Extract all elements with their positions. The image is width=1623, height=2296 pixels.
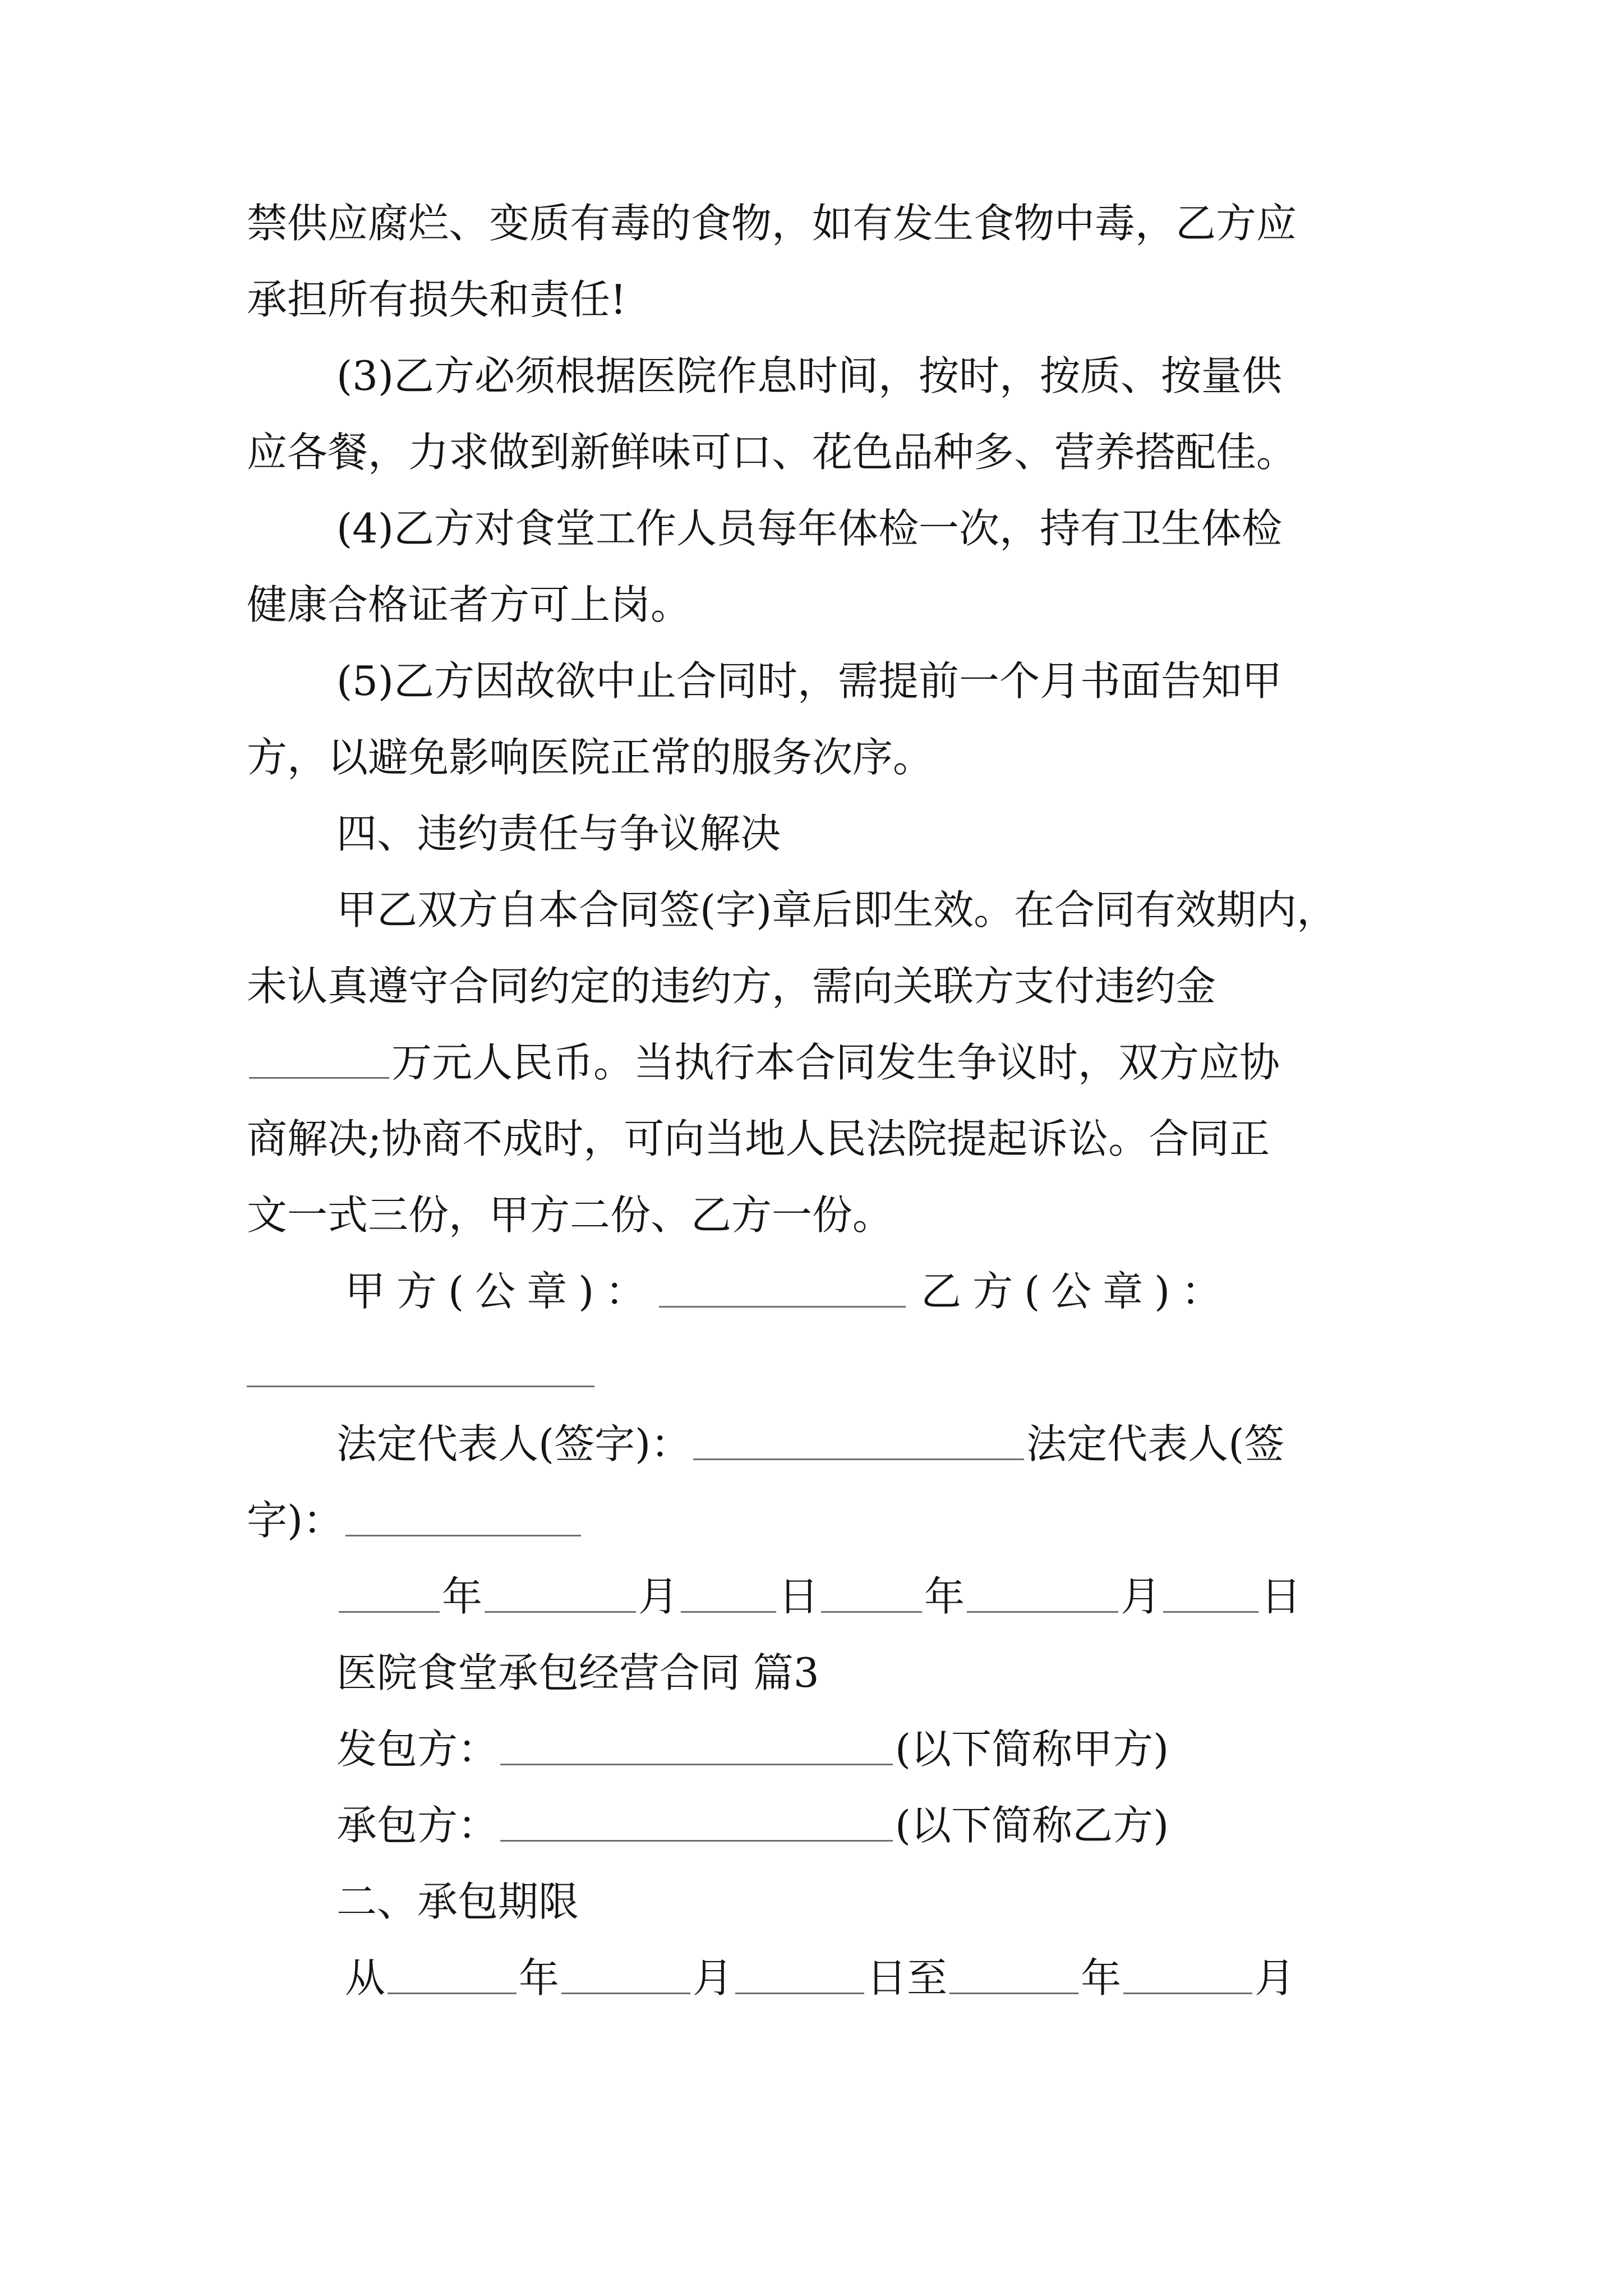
rep-a-signature-blank[interactable] [693,1425,1024,1460]
employer-name-blank[interactable] [500,1730,893,1765]
rep-b-label: 法定代表人(签 [1026,1420,1285,1467]
text-line: 方，以避免影响医院正常的服务次序。 [247,734,934,781]
party-a-seal-blank[interactable] [659,1272,906,1308]
date-line [247,1558,1374,1635]
party-b-seal-label: 乙方(公章)： [921,1268,1233,1315]
month-label: 月 [693,1954,734,2001]
rep-b-label-cont: 字)： [247,1497,344,1544]
contractor-suffix: (以下简称乙方) [895,1802,1169,1849]
contractor-line [247,1787,1374,1864]
rep-a-label: 法定代表人(签字)： [336,1420,691,1467]
text-line: 应各餐，力求做到新鲜味可口、花色品种多、营养搭配佳。 [247,429,1297,476]
month-label: 月 [1255,1954,1295,2001]
day-label: 日 [1261,1573,1302,1620]
text-line: 健康合格证者方可上岗。 [247,581,691,628]
day-label: 日 [866,1954,907,2001]
year-b-blank[interactable] [821,1577,922,1613]
month-label: 月 [638,1573,679,1620]
party-b-seal-blank[interactable] [247,1352,594,1387]
text-line-with-blank [247,1024,1374,1101]
year-label: 年 [519,1954,560,2001]
start-day-blank[interactable] [735,1959,864,1994]
section-heading: 二、承包期限 [336,1878,579,1925]
text-line: 甲乙双方自本合同签(字)章后即生效。在合同有效期内， [336,886,1338,933]
employer-label: 发包方： [336,1726,499,1773]
representative-line [247,1406,1374,1482]
day-label: 日 [778,1573,819,1620]
text-line: 文一式三份，甲方二份、乙方一份。 [247,1191,893,1239]
representative-line-cont [247,1482,1374,1558]
employer-line [247,1711,1374,1787]
section-heading: 四、违约责任与争议解决 [336,810,781,857]
term-from-label: 从 [345,1954,386,2001]
end-year-blank[interactable] [949,1959,1078,1994]
text-line: 商解决;协商不成时，可向当地人民法院提起诉讼。合同正 [247,1115,1270,1162]
month-b-blank[interactable] [967,1577,1118,1613]
month-label: 月 [1121,1573,1161,1620]
year-a-blank[interactable] [339,1577,440,1613]
year-label: 年 [442,1573,483,1620]
contractor-name-blank[interactable] [500,1806,893,1842]
document-body [247,185,1374,2016]
text-line: (4)乙方对食堂工作人员每年体检一次，持有卫生体检 [336,505,1282,552]
start-month-blank[interactable] [561,1959,690,1994]
year-label: 年 [924,1573,965,1620]
term-to-label: 至 [907,1954,948,2001]
text-line: 未认真遵守合同约定的违约方，需向关联方支付违约金 [247,963,1216,1010]
party-seal-line [247,1253,1374,1329]
day-b-blank[interactable] [1163,1577,1258,1613]
party-a-seal-label: 甲方(公章)： [345,1268,657,1315]
month-a-blank[interactable] [485,1577,636,1613]
contractor-label: 承包方： [336,1802,499,1849]
year-label: 年 [1081,1954,1122,2001]
employer-suffix: (以下简称甲方) [895,1726,1169,1773]
text-line: 禁供应腐烂、变质有毒的食物，如有发生食物中毒，乙方应 [247,200,1297,247]
end-month-blank[interactable] [1123,1959,1252,1994]
section-title: 医院食堂承包经营合同 篇3 [336,1649,819,1696]
text-line: (5)乙方因故欲中止合同时，需提前一个月书面告知甲 [336,657,1282,705]
rep-b-signature-blank[interactable] [345,1501,581,1536]
text-line: 承担所有损失和责任! [247,276,626,323]
day-a-blank[interactable] [681,1577,776,1613]
term-line [247,1940,1374,2016]
party-b-seal-line [247,1329,1374,1406]
start-year-blank[interactable] [388,1959,517,1994]
penalty-amount-blank[interactable] [249,1043,389,1079]
text-segment: 万元人民币。当执行本合同发生争议时，双方应协 [391,1039,1280,1086]
text-line: (3)乙方必须根据医院作息时间，按时，按质、按量供 [336,352,1282,399]
